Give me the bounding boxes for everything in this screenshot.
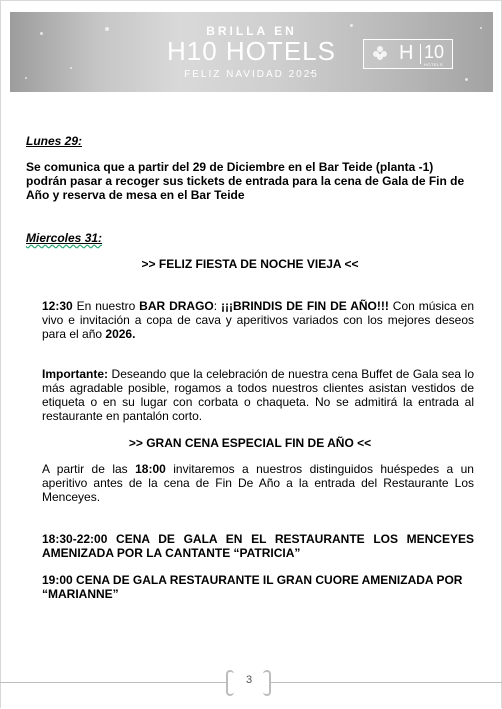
- aperitif-paragraph: A partir de las 18:00 invitaremos a nuestros distinguidos huéspedes a un aperitivo antes de la cena de Fin De Año a la entrada del Restaurante Los Menceyes.: [42, 462, 474, 504]
- wednesday-heading: Miercoles 31:: [26, 231, 103, 245]
- footer-bracket-left: [226, 670, 234, 696]
- party-title: >> FELIZ FIESTA DE NOCHE VIEJA <<: [141, 257, 359, 271]
- header-banner: [10, 12, 493, 92]
- gala-dinner-gran-cuore: 19:00 CENA DE GALA RESTAURANTE IL GRAN CUORE AMENIZADA POR “MARIANNE”: [42, 573, 463, 601]
- footer-rule-left: [0, 682, 228, 683]
- footer-bracket-right: [263, 670, 271, 696]
- banner-title-top: BRILLA EN: [206, 24, 297, 38]
- page-number: 3: [245, 674, 253, 686]
- monday-text: Se comunica que a partir del 29 de Diciembre en el Bar Teide (planta -1) podrán pasar a recoger sus tickets de entrada para la cena de Gala de Fin de Año y reserva de mesa en el Bar Teide: [26, 160, 465, 202]
- dinner-title: >> GRAN CENA ESPECIAL FIN DE AÑO <<: [128, 436, 372, 450]
- monday-heading: Lunes 29:: [26, 134, 83, 148]
- gala-dinner-menceyes: 18:30-22:00 CENA DE GALA EN EL RESTAURANTE LOS MENCEYES AMENIZADA POR LA CANTANTE “PATRICIA”: [42, 532, 474, 560]
- logo-letter: H: [399, 42, 414, 64]
- logo-number: 10: [424, 42, 445, 62]
- flower-icon: [372, 45, 388, 61]
- logo-caption: HOTELS: [424, 62, 444, 67]
- banner-subtitle: FELIZ NAVIDAD 2025: [184, 69, 319, 80]
- logo-divider: [420, 44, 421, 64]
- footer-rule-right: [271, 682, 502, 683]
- toast-paragraph: 12:30 En nuestro BAR DRAGO: ¡¡¡BRINDIS DE FIN DE AÑO!!! Con música en vivo e invitación a copa de cava y aperitivos variados con los mejores deseos para el año 2026.: [42, 299, 474, 341]
- h10-logo: [363, 39, 453, 69]
- important-paragraph: Importante: Deseando que la celebración de nuestra cena Buffet de Gala sea lo más agradable posible, rogamos a todos nuestros clientes asistan vestidos de etiqueta o en su lugar con corbata o chaqueta. No se admitirá la entrada al restaurante en pantalón corto.: [42, 367, 474, 423]
- banner-title-main: H10 HOTELS: [167, 36, 336, 66]
